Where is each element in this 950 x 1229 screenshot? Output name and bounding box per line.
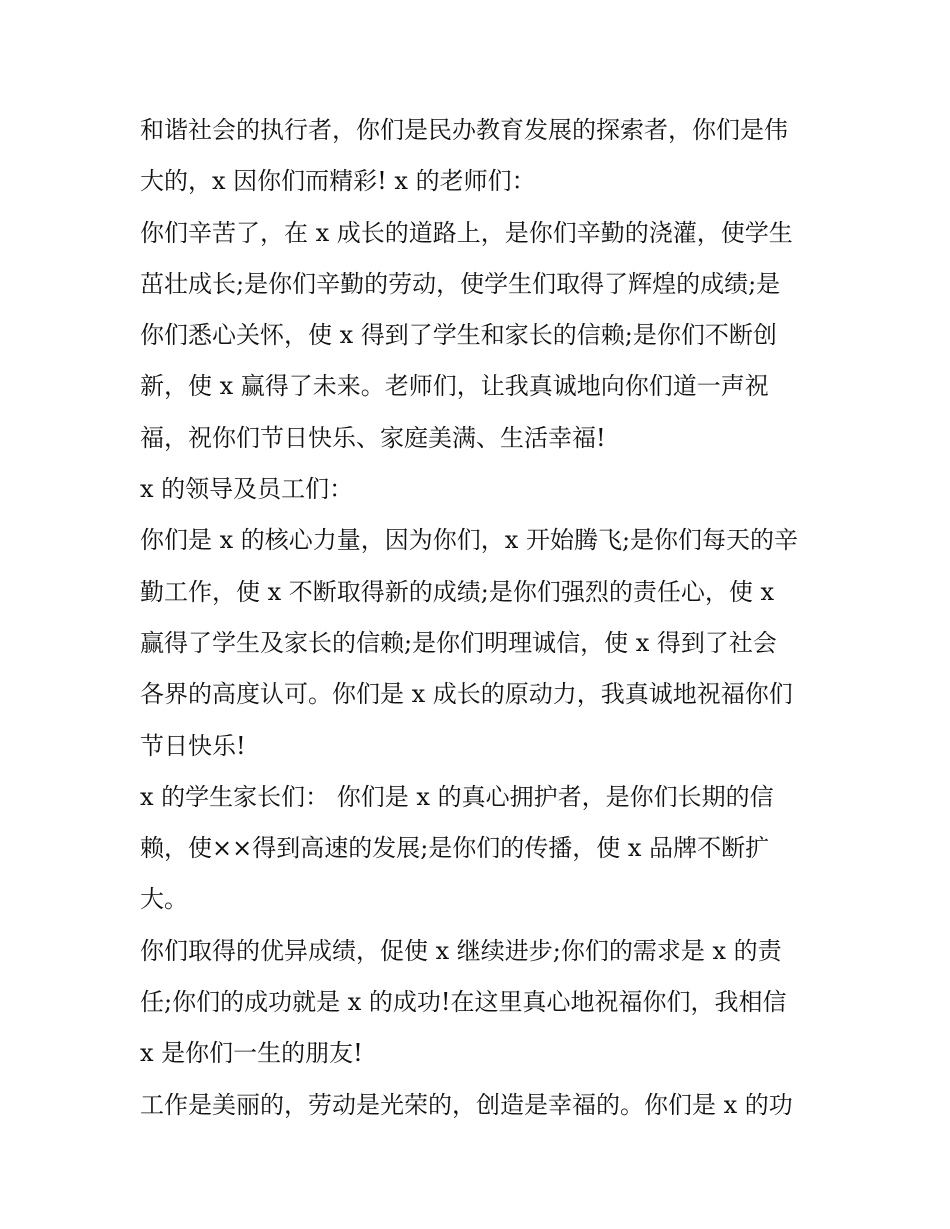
text-line: x 的领导及员工们： <box>140 475 354 504</box>
text-line: 大的，x 因你们而精彩! x 的老师们： <box>140 167 536 196</box>
text-line: x 的学生家长们： 你们是 x 的真心拥护者，是你们长期的信 <box>140 782 774 811</box>
text-line: 茁壮成长;是你们辛勤的劳动，使学生们取得了辉煌的成绩;是 <box>140 269 781 298</box>
body-text <box>140 105 820 1131</box>
text-line: 新，使 x 赢得了未来。老师们，让我真诚地向你们道一声祝 <box>140 372 769 401</box>
text-line: 节日快乐! <box>140 731 246 760</box>
text-line: 勤工作，使 x 不断取得新的成绩;是你们强烈的责任心，使 x <box>140 577 775 606</box>
text-line: 你们辛苦了，在 x 成长的道路上，是你们辛勤的浇灌，使学生 <box>140 218 793 247</box>
text-line: 任;你们的成功就是 x 的成功!在这里真心地祝福你们，我相信 <box>140 988 787 1017</box>
text-line: 各界的高度认可。你们是 x 成长的原动力，我真诚地祝福你们 <box>140 680 793 709</box>
text-line: x 是你们一生的朋友! <box>140 1039 363 1068</box>
text-line: 和谐社会的执行者，你们是民办教育发展的探索者，你们是伟 <box>140 116 788 144</box>
text-line: 赢得了学生及家长的信赖;是你们明理诚信，使 x 得到了社会 <box>140 628 777 657</box>
text-line: 你们悉心关怀，使 x 得到了学生和家长的信赖;是你们不断创 <box>140 321 777 350</box>
text-line: 大。 <box>140 885 188 914</box>
text-line: 福，祝你们节日快乐、家庭美满、生活幸福! <box>140 423 606 452</box>
text-line: 工作是美丽的，劳动是光荣的，创造是幸福的。你们是 x 的功 <box>140 1090 793 1119</box>
text-line: 赖，使××得到高速的发展;是你们的传播，使 x 品牌不断扩 <box>140 834 770 863</box>
text-line: 你们是 x 的核心力量，因为你们，x 开始腾飞;是你们每天的辛 <box>140 526 799 555</box>
text-line: 你们取得的优异成绩，促使 x 继续进步;你们的需求是 x 的责 <box>140 936 782 965</box>
